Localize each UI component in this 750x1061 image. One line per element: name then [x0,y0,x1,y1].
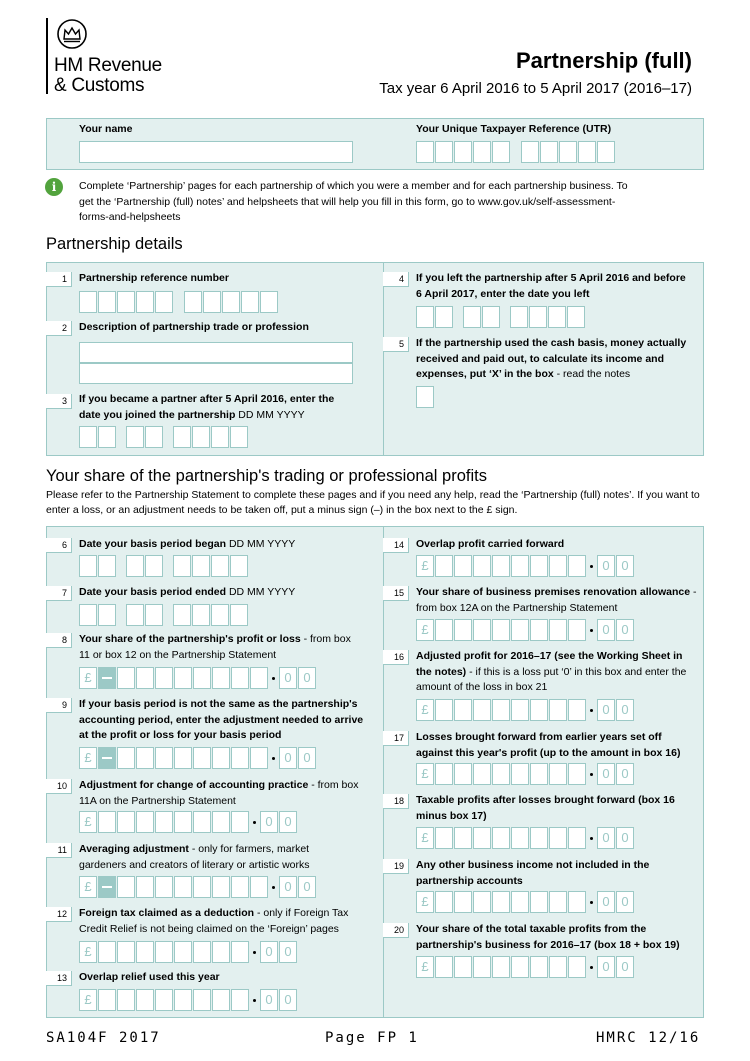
department-line-1: HM Revenue [54,55,162,76]
digit-cell[interactable] [473,956,491,978]
decimal-point [590,966,593,969]
name-field[interactable] [79,141,353,163]
digit-cell[interactable] [435,891,453,913]
digit-cell[interactable] [549,763,567,785]
digit-cell[interactable] [568,619,586,641]
digit-cell[interactable] [549,827,567,849]
digit-cell[interactable] [250,667,268,689]
digit-cell[interactable] [136,747,154,769]
digit-cell[interactable] [98,941,116,963]
digit-cell[interactable] [492,827,510,849]
digit-cell[interactable] [416,141,434,163]
b15-label: Your share of business premises renovation allowance - from box 12A on the Partnership Statement [416,586,697,614]
digit-cell[interactable] [511,763,529,785]
digit-cell[interactable] [212,811,230,833]
minus-sign-cell[interactable] [98,667,116,689]
digit-cell[interactable] [530,956,548,978]
pence-cell[interactable]: 0 [616,827,634,849]
digit-cell[interactable] [473,827,491,849]
currency-cell[interactable]: £ [79,876,97,898]
digit-cell[interactable] [492,699,510,721]
box-number: 9 [46,698,72,713]
description-field-line1[interactable] [79,342,353,363]
digit-cell[interactable] [511,699,529,721]
digit-cell[interactable] [492,956,510,978]
digit-cell[interactable] [435,763,453,785]
pence-cell[interactable]: 0 [298,747,316,769]
digit-cell[interactable] [126,555,144,577]
digit-cell[interactable] [568,827,586,849]
box2-label: Description of partnership trade or profession [79,321,309,333]
digit-cell[interactable] [568,763,586,785]
tax-year: Tax year 6 April 2016 to 5 April 2017 (2016–17) [379,80,692,97]
pence-cell[interactable]: 0 [260,811,278,833]
digit-cell[interactable] [454,891,472,913]
digit-cell[interactable] [117,811,135,833]
pence-cell[interactable]: 0 [279,667,297,689]
digit-cell[interactable] [260,291,278,313]
digit-cell[interactable] [211,555,229,577]
digit-cell[interactable] [79,426,97,448]
description-field-line2[interactable] [79,363,353,384]
digit-cell[interactable] [211,604,229,626]
digit-cell[interactable] [568,891,586,913]
b8-label: Your share of the partnership's profit or loss - from box 11 or box 12 on the Partnership Statement [79,633,351,661]
b11-label: Averaging adjustment - only for farmers, market gardeners and creators of literary or artistic works [79,843,310,871]
department-line-2: & Customs [54,75,145,96]
pence-cell[interactable]: 0 [616,956,634,978]
decimal-point [253,951,256,954]
digit-cell[interactable] [212,667,230,689]
digit-cell[interactable] [549,956,567,978]
pence-cell[interactable]: 0 [279,747,297,769]
digit-cell[interactable] [578,141,596,163]
b10-label: Adjustment for change of accounting practice - from box 11A on the Partnership Statement [79,779,359,807]
box-number: 20 [383,923,409,938]
digit-cell[interactable] [98,989,116,1011]
digit-cell[interactable] [155,811,173,833]
digit-cell[interactable] [549,555,567,577]
digit-cell[interactable] [184,291,202,313]
digit-cell[interactable] [530,699,548,721]
decimal-point [590,629,593,632]
box1-label: Partnership reference number [79,272,229,284]
digit-cell[interactable] [117,989,135,1011]
digit-cell[interactable] [473,763,491,785]
column-divider [383,262,384,456]
digit-cell[interactable] [492,141,510,163]
digit-cell[interactable] [511,827,529,849]
pence-cell[interactable]: 0 [260,941,278,963]
pence-cell[interactable]: 0 [616,891,634,913]
box-number: 1 [46,272,72,287]
digit-cell[interactable] [567,306,585,328]
digit-cell[interactable] [117,941,135,963]
digit-cell[interactable] [549,619,567,641]
digit-cell[interactable] [98,811,116,833]
decimal-point [272,757,275,760]
digit-cell[interactable] [79,291,97,313]
pence-cell[interactable]: 0 [597,956,615,978]
crown-crest-icon [54,18,90,50]
box4-label: If you left the partnership after 5 April 2016 and before 6 April 2017, enter the date you left [416,272,686,300]
pence-cell[interactable]: 0 [597,699,615,721]
digit-cell[interactable] [136,667,154,689]
box-number: 8 [46,633,72,648]
digit-cell[interactable] [79,555,97,577]
pence-cell[interactable]: 0 [597,619,615,641]
digit-cell[interactable] [529,306,547,328]
digit-cell[interactable] [155,747,173,769]
box-number: 6 [46,538,72,553]
digit-cell[interactable] [136,989,154,1011]
digit-cell[interactable] [174,747,192,769]
utr-label: Your Unique Taxpayer Reference (UTR) [416,123,612,135]
currency-cell[interactable]: £ [416,891,434,913]
digit-cell[interactable] [155,941,173,963]
department-name [54,56,162,96]
box-number: 10 [46,779,72,794]
digit-cell[interactable] [203,291,221,313]
box-number: 19 [383,859,409,874]
pence-cell[interactable]: 0 [279,811,297,833]
b20-label: Your share of the total taxable profits from the partnership's business for 2016–17 (box 18 + box 19) [416,923,680,951]
digit-cell[interactable] [173,426,191,448]
form-title: Partnership (full) [515,48,692,73]
digit-cell[interactable] [492,763,510,785]
digit-cell[interactable] [192,555,210,577]
digit-cell[interactable] [212,989,230,1011]
decimal-point [272,677,275,680]
digit-cell[interactable] [126,426,144,448]
info-icon: i [45,178,63,196]
pence-cell[interactable]: 0 [279,989,297,1011]
digit-cell[interactable] [155,667,173,689]
digit-cell[interactable] [454,141,472,163]
digit-cell[interactable] [230,555,248,577]
box-number: 7 [46,586,72,601]
digit-cell[interactable] [117,747,135,769]
digit-cell[interactable] [230,426,248,448]
footer-page-number: Page FP 1 [325,1030,419,1046]
decimal-point [590,837,593,840]
digit-cell[interactable] [473,141,491,163]
digit-cell[interactable] [435,555,453,577]
digit-cell[interactable] [193,667,211,689]
currency-cell[interactable]: £ [416,619,434,641]
digit-cell[interactable] [79,604,97,626]
b16-label: Adjusted profit for 2016–17 (see the Working Sheet in the notes) - if this is a loss put ‘0’ in this box and enter the amount of the loss in box 21 [416,650,687,693]
digit-cell[interactable] [211,426,229,448]
digit-cell[interactable] [98,555,116,577]
pence-cell[interactable]: 0 [260,989,278,1011]
digit-cell[interactable] [136,291,154,313]
digit-cell[interactable] [155,989,173,1011]
decimal-point [253,999,256,1002]
digit-cell[interactable] [222,291,240,313]
digit-cell[interactable] [521,141,539,163]
box-number: 12 [46,907,72,922]
box-number: 11 [46,843,72,858]
digit-cell[interactable] [473,619,491,641]
digit-cell[interactable] [231,941,249,963]
digit-cell[interactable] [597,141,615,163]
pence-cell[interactable]: 0 [597,763,615,785]
digit-cell[interactable] [492,891,510,913]
digit-cell[interactable] [250,876,268,898]
decimal-point [272,886,275,889]
b14-label: Overlap profit carried forward [416,538,565,550]
digit-cell[interactable] [435,141,453,163]
digit-cell[interactable] [136,941,154,963]
digit-cell[interactable] [98,604,116,626]
currency-cell[interactable]: £ [79,941,97,963]
cash-basis-checkbox[interactable] [416,386,434,408]
digit-cell[interactable] [241,291,259,313]
info-text: Complete ‘Partnership’ pages for each partnership of which you were a member and for each partnership business. To get the ‘Partnership (full) notes’ and helpsheets that will help you fill in this form, go to www.gov.uk/self-assessment-forms-and-helpsheets [79,180,628,223]
pence-cell[interactable]: 0 [616,763,634,785]
digit-cell[interactable] [473,891,491,913]
pence-cell[interactable]: 0 [279,876,297,898]
digit-cell[interactable] [454,699,472,721]
box-number: 18 [383,794,409,809]
digit-cell[interactable] [511,555,529,577]
currency-cell[interactable]: £ [79,667,97,689]
currency-cell[interactable]: £ [416,827,434,849]
digit-cell[interactable] [511,619,529,641]
digit-cell[interactable] [193,989,211,1011]
currency-cell[interactable]: £ [416,956,434,978]
digit-cell[interactable] [492,619,510,641]
digit-cell[interactable] [173,555,191,577]
box-number: 16 [383,650,409,665]
pence-cell[interactable]: 0 [597,555,615,577]
digit-cell[interactable] [540,141,558,163]
box-number: 17 [383,731,409,746]
box3-label: If you became a partner after 5 April 2016, enter the date you joined the partnership DD MM YYYY [79,393,335,421]
b9-label: If your basis period is not the same as the partnership's accounting period, enter the adjustment needed to arrive at the profit or loss for your basis period [79,698,364,741]
footer-version: HMRC 12/16 [596,1030,701,1046]
digit-cell[interactable] [530,763,548,785]
digit-cell[interactable] [549,891,567,913]
pence-cell[interactable]: 0 [597,827,615,849]
digit-cell[interactable] [511,891,529,913]
digit-cell[interactable] [174,667,192,689]
box-number: 3 [46,394,72,409]
box-number: 14 [383,538,409,553]
digit-cell[interactable] [136,811,154,833]
digit-cell[interactable] [173,604,191,626]
currency-cell[interactable]: £ [416,763,434,785]
b18-label: Taxable profits after losses brought forward (box 16 minus box 17) [416,794,675,822]
digit-cell[interactable] [559,141,577,163]
digit-cell[interactable] [454,763,472,785]
currency-cell[interactable]: £ [79,811,97,833]
digit-cell[interactable] [549,699,567,721]
digit-cell[interactable] [231,876,249,898]
currency-cell[interactable]: £ [79,747,97,769]
digit-cell[interactable] [192,426,210,448]
decimal-point [590,565,593,568]
digit-cell[interactable] [98,426,116,448]
digit-cell[interactable] [454,827,472,849]
digit-cell[interactable] [492,555,510,577]
digit-cell[interactable] [454,619,472,641]
digit-cell[interactable] [126,604,144,626]
digit-cell[interactable] [174,811,192,833]
digit-cell[interactable] [473,699,491,721]
decimal-point [590,773,593,776]
digit-cell[interactable] [530,555,548,577]
digit-cell[interactable] [145,555,163,577]
digit-cell[interactable] [568,956,586,978]
box-number: 2 [46,321,72,336]
digit-cell[interactable] [192,604,210,626]
b13-label: Overlap relief used this year [79,971,220,983]
digit-cell[interactable] [155,876,173,898]
digit-cell[interactable] [454,555,472,577]
digit-cell[interactable] [155,291,173,313]
digit-cell[interactable] [193,811,211,833]
digit-cell[interactable] [145,426,163,448]
digit-cell[interactable] [136,876,154,898]
decimal-point [590,901,593,904]
digit-cell[interactable] [231,811,249,833]
digit-cell[interactable] [174,876,192,898]
minus-sign-cell[interactable] [98,876,116,898]
digit-cell[interactable] [435,956,453,978]
section-intro: Please refer to the Partnership Statement to complete these pages and if you need any help, read the ‘Partnership (full) notes’. If you want to enter a loss, or an adjustment needs to be taken off, put a minus sign (–) in the box next to the £ sign. [46,489,700,516]
pence-cell[interactable]: 0 [616,619,634,641]
currency-cell[interactable]: £ [416,699,434,721]
digit-cell[interactable] [568,555,586,577]
currency-cell[interactable]: £ [79,989,97,1011]
digit-cell[interactable] [117,667,135,689]
box-number: 15 [383,586,409,601]
digit-cell[interactable] [511,956,529,978]
digit-cell[interactable] [548,306,566,328]
digit-cell[interactable] [117,291,135,313]
decimal-point [253,821,256,824]
digit-cell[interactable] [193,747,211,769]
digit-cell[interactable] [435,699,453,721]
digit-cell[interactable] [530,619,548,641]
pence-cell[interactable]: 0 [597,891,615,913]
digit-cell[interactable] [174,989,192,1011]
digit-cell[interactable] [193,941,211,963]
digit-cell[interactable] [568,699,586,721]
digit-cell[interactable] [416,306,434,328]
footer-form-code: SA104F 2017 [46,1030,161,1046]
section-heading-profits: Your share of the partnership's trading or professional profits [46,467,487,485]
digit-cell[interactable] [212,941,230,963]
digit-cell[interactable] [231,989,249,1011]
b19-label: Any other business income not included in the partnership accounts [416,859,650,887]
digit-cell[interactable] [530,891,548,913]
digit-cell[interactable] [435,306,453,328]
digit-cell[interactable] [231,667,249,689]
digit-cell[interactable] [212,876,230,898]
digit-cell[interactable] [230,604,248,626]
b6-label: Date your basis period began DD MM YYYY [79,538,296,550]
pence-cell[interactable]: 0 [616,555,634,577]
pence-cell[interactable]: 0 [279,941,297,963]
digit-cell[interactable] [231,747,249,769]
digit-cell[interactable] [145,604,163,626]
name-label: Your name [79,123,133,135]
b7-label: Date your basis period ended DD MM YYYY [79,586,296,598]
digit-cell[interactable] [250,747,268,769]
section-heading-partnership-details: Partnership details [46,235,183,253]
digit-cell[interactable] [435,619,453,641]
box5-label: If the partnership used the cash basis, money actually received and paid out, to calculate its income and expenses, put ‘X’ in the box - read the notes [416,337,687,380]
logo-rule [46,18,48,94]
box-number: 5 [383,337,409,352]
box-number: 4 [383,272,409,287]
b17-label: Losses brought forward from earlier years set off against this year's profit (up to the amount in box 16) [416,731,681,759]
pence-cell[interactable]: 0 [616,699,634,721]
pence-cell[interactable]: 0 [298,667,316,689]
b12-label: Foreign tax claimed as a deduction - only if Foreign Tax Credit Relief is not being claimed on the ‘Foreign’ pages [79,907,349,935]
digit-cell[interactable] [212,747,230,769]
box-number: 13 [46,971,72,986]
minus-sign-cell[interactable] [98,747,116,769]
digit-cell[interactable] [174,941,192,963]
digit-cell[interactable] [473,555,491,577]
pence-cell[interactable]: 0 [298,876,316,898]
digit-cell[interactable] [98,291,116,313]
currency-cell[interactable]: £ [416,555,434,577]
digit-cell[interactable] [530,827,548,849]
decimal-point [590,709,593,712]
digit-cell[interactable] [117,876,135,898]
digit-cell[interactable] [454,956,472,978]
digit-cell[interactable] [193,876,211,898]
digit-cell[interactable] [435,827,453,849]
digit-cell[interactable] [510,306,528,328]
digit-cell[interactable] [463,306,481,328]
digit-cell[interactable] [482,306,500,328]
